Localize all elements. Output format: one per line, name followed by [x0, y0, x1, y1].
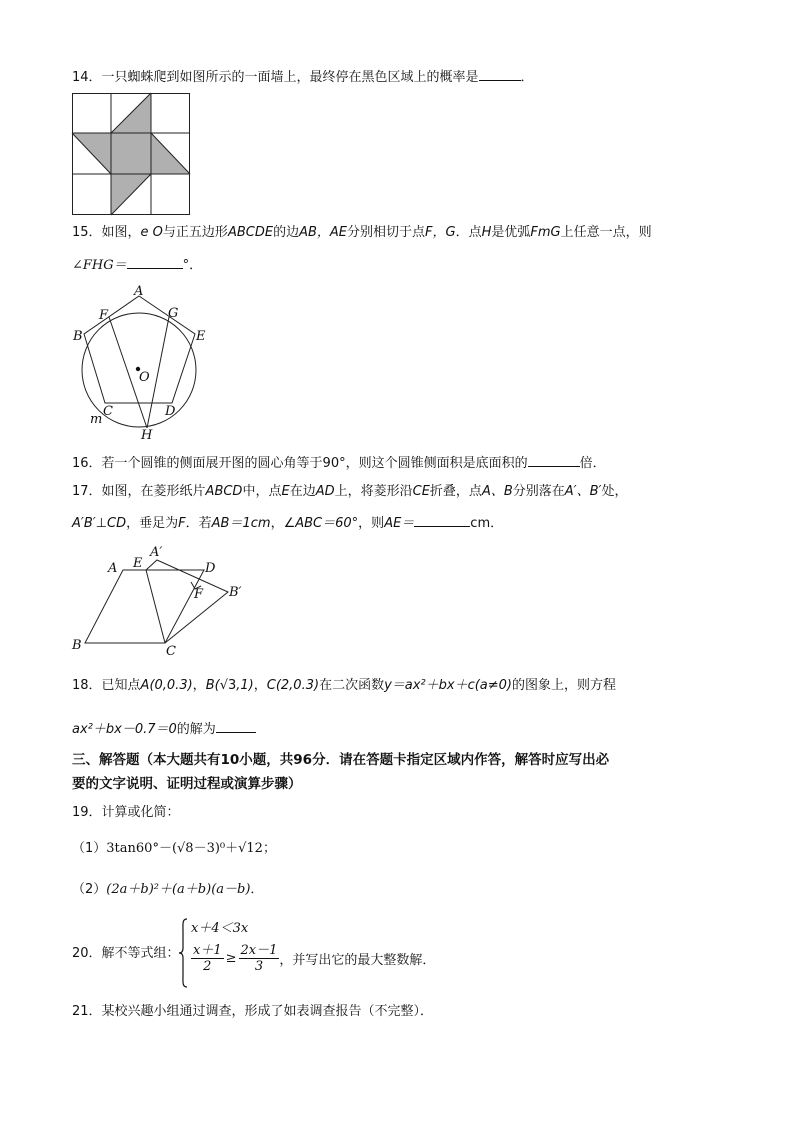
rhombus-abcd: [85, 570, 204, 643]
q15-line1: 15．如图，e O与正五边形ABCDE的边AB，AE分别相切于点F，G．点H是优弧FmG上任意一点，则: [72, 225, 652, 240]
q20-inequality-1: x＋4＜3x: [191, 921, 249, 936]
fraction-2: $\frac{2x-1}{3}$: [240, 943, 278, 974]
q19-part2: （2）(2a＋b)²＋(a＋b)(a－b)．: [72, 882, 264, 897]
label-C: C: [166, 644, 176, 659]
label-D: D: [165, 404, 176, 419]
fraction-1: $\frac{x+1}{2}$: [193, 943, 222, 974]
label-m: m: [90, 412, 103, 427]
q20-inequality-2: $\frac{x+1}{2}$ ≥ $\frac{2x-1}{3}$ ，并写出它的最大整数解．: [193, 943, 436, 974]
q20-left-brace: [178, 918, 188, 988]
label-E: E: [133, 556, 143, 571]
q19-title: 19．计算或化简：: [72, 805, 180, 820]
label-F: F: [99, 308, 109, 323]
q14-answer-blank: [479, 68, 521, 81]
label-A: A: [108, 561, 118, 576]
q15-line2: ∠FHG＝ °．: [72, 258, 203, 273]
q14-text: 14．一只蜘蛛爬到如图所示的一面墙上，最终停在黑色区域上的概率是 ．: [72, 70, 534, 85]
label-E: E: [196, 329, 206, 344]
q18-line2: ax²＋bx－0.7＝0的解为: [72, 720, 256, 738]
label-A-prime: A′: [150, 545, 163, 560]
q20-label: 20．解不等式组：: [72, 946, 180, 961]
q17-answer-blank: [414, 514, 470, 527]
label-H: H: [141, 428, 153, 443]
label-F: F: [194, 587, 204, 602]
label-O: O: [139, 370, 150, 385]
label-G: G: [168, 306, 179, 321]
label-B: B: [72, 638, 82, 653]
q17-line1: 17．如图，在菱形纸片ABCD中，点E在边AD上，将菱形沿CE折叠，点A、B分别落在A′、B′处，: [72, 484, 628, 499]
section3-heading-line1: 三、解答题（本大题共有10小题，共96分．请在答题卡指定区域内作答，解答时应写出必: [72, 752, 610, 768]
q15-pentagon-circle-figure: [70, 282, 230, 442]
label-D: D: [205, 561, 216, 576]
q19-part1: （1）3tan60°－(√8－3)⁰＋√12；: [72, 841, 276, 856]
q17-rhombus-figure: [68, 540, 258, 662]
q17-line2: A′B′⊥CD，垂足为F．若AB＝1cm，∠ABC＝60°，则AE＝ cm．: [72, 516, 504, 531]
shaded-region: [72, 93, 190, 215]
q18-line1: 18．已知点A(0,0.3)，B(√3,1)，C(2,0.3)在二次函数y＝ax²＋bx＋c(a≠0)的图象上，则方程: [72, 678, 617, 693]
q16-answer-blank: [528, 454, 580, 467]
q18-answer-blank: [216, 720, 256, 733]
q14-grid-figure: [72, 93, 190, 215]
label-B: B: [73, 329, 83, 344]
label-A: A: [134, 284, 144, 299]
q16-text: 16．若一个圆锥的侧面展开图的圆心角等于90°，则这个圆锥侧面积是底面积的 倍．: [72, 456, 606, 471]
q21-text: 21．某校兴趣小组通过调查，形成了如表调查报告（不完整）．: [72, 1004, 434, 1019]
label-C: C: [103, 404, 113, 419]
q15-answer-blank: [127, 256, 183, 269]
section3-heading-line2: 要的文字说明、证明过程或演算步骤）: [72, 776, 302, 792]
label-B-prime: B′: [229, 585, 242, 600]
